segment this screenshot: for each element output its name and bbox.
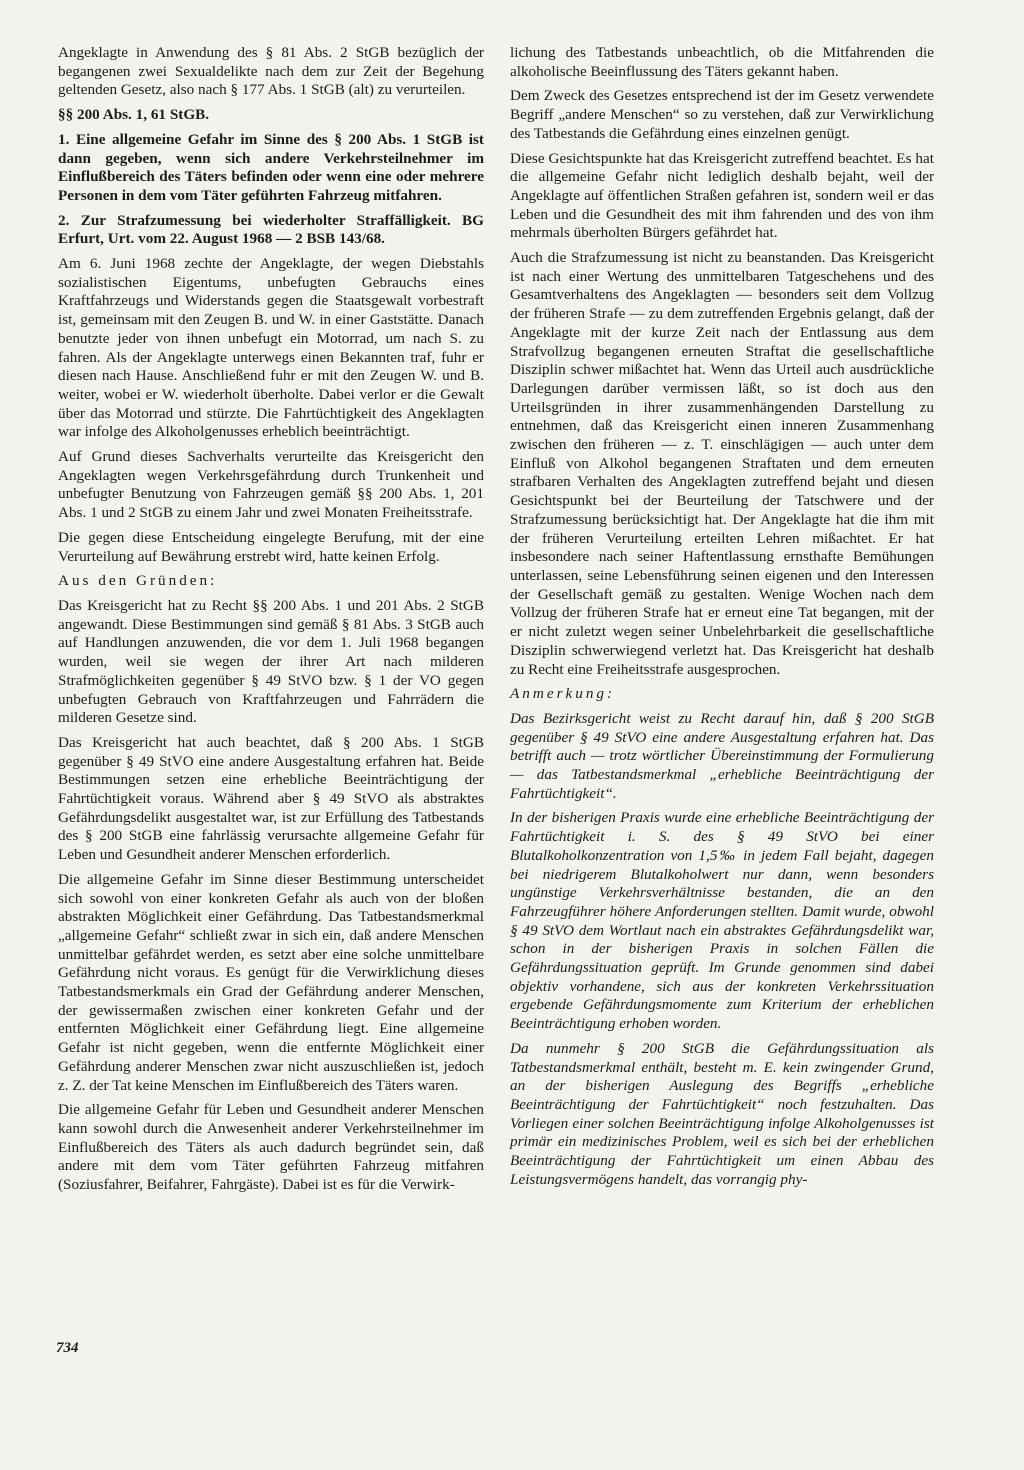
paragraph: Die gegen diese Entscheidung eingelegte Berufung, mit der eine Verurteilung auf Bewährung erstrebt wird, hatte keinen Erfolg.: [58, 528, 484, 565]
paragraph: Auf Grund dieses Sachverhalts verurteilte das Kreisgericht den Angeklagten wegen Verkehrsgefährdung durch Trunkenheit und unbefugter Benutzung von Fahrzeugen gemäß §§ 200 Abs. 1, 201 Abs. 1 und 2 StGB zu einem Jahr und zwei Monaten Freiheitsstrafe.: [58, 448, 484, 522]
paragraph: Das Kreisgericht hat zu Recht §§ 200 Abs. 1 und 201 Abs. 2 StGB angewandt. Diese Bestimmungen sind gemäß § 81 Abs. 3 StGB auch auf Handlungen anzuwenden, die vor dem 1. Juli 1968 begangen wurden, weil sie wegen der ihrer Art nach milderen Strafmöglichkeiten gegenüber § 49 StVO bzw. § 1 der VO gegen unbefugten Gebrauch von Kraftfahrzeugen und Fahrrädern die milderen Gesetze sind.: [58, 596, 484, 727]
left-column: [58, 44, 484, 1201]
reasons-heading: Aus den Gründen:: [58, 572, 218, 590]
page-number: 734: [56, 1340, 79, 1356]
section-heading: §§ 200 Abs. 1, 61 StGB.: [58, 106, 210, 124]
paragraph: Dem Zweck des Gesetzes entsprechend ist der im Gesetz verwendete Begriff „andere Menschen“ so zu verstehen, daß zur Verwirklichung des Tatbestands die Gefährdung eines einzelnen genügt.: [510, 87, 934, 142]
note-paragraph: Das Bezirksgericht weist zu Recht darauf hin, daß § 200 StGB gegenüber § 49 StVO eine andere Ausgestaltung erfahren hat. Das betrifft auch — trotz wörtlicher Übereinstimmung der Formulierung — das Tatbestandsmerkmal „erhebliche Beeinträchtigung der Fahrtüchtigkeit“.: [510, 709, 934, 802]
right-column: [510, 44, 934, 1195]
paragraph: lichung des Tatbestands unbeachtlich, ob die Mitfahrenden die alkoholische Beeinflussung des Täters gekannt haben.: [510, 44, 934, 80]
paragraph: Diese Gesichtspunkte hat das Kreisgericht zutreffend beachtet. Es hat die allgemeine Gefahr nicht lediglich deshalb bejaht, weil der Angeklagte auf öffentlichen Straßen gefahren ist, sondern weil er das Leben und die Gesundheit des mit ihm fahrenden und des von ihm mehrmals überholten Bürgers gefährdet hat.: [510, 149, 934, 242]
headnote-2: 2. Zur Strafzumessung bei wiederholter Straffälligkeit. BG Erfurt, Urt. vom 22. August 1968 — 2 BSB 143/68.: [58, 211, 484, 248]
paragraph: Das Kreisgericht hat auch beachtet, daß § 200 Abs. 1 StGB gegenüber § 49 StVO eine andere Ausgestaltung erfahren hat. Beide Bestimmungen setzen eine erhebliche Beeinträchtigung der Fahrtüchtigkeit voraus. Während aber § 49 StVO als abstraktes Gefährdungsdelikt ausgestaltet war, ist zur Erfüllung des Tatbestands des § 200 StGB eine fahrlässig verursachte allgemeine Gefahr für Leben und Gesundheit anderer Menschen erforderlich.: [58, 733, 484, 864]
paragraph: Die allgemeine Gefahr im Sinne dieser Bestimmung unterscheidet sich sowohl von einer konkreten Gefahr als auch von der bloßen abstrakten Möglichkeit einer Gefährdung. Das Tatbestandsmerkmal „allgemeine Gefahr“ schließt zwar in sich ein, daß andere Menschen unmittelbar gefährdet werden, es setzt aber eine solche unmittelbare Gefährdung nicht voraus. Es genügt für die Verwirklichung dieses Tatbestandsmerkmals ein Grad der Gefährdung anderer Menschen, der gewissermaßen zwischen einer konkreten Gefahr und der entfernten Möglichkeit einer Gefährdung liegt. Eine allgemeine Gefahr ist nicht gegeben, wenn die entfernte Möglichkeit einer Gefährdung anderer Menschen zwar nicht auszuschließen ist, jedoch z. Z. der Tat keine Menschen im Einflußbereich des Täters waren.: [58, 870, 484, 1094]
paragraph: Auch die Strafzumessung ist nicht zu beanstanden. Das Kreisgericht ist nach einer Wertung des unmittelbaren Tatgeschehens und des Gesamtverhaltens des Angeklagten — besonders seit dem Vollzug der früheren Strafe — zu dem zutreffenden Ergebnis gelangt, daß der Angeklagte mit der kurze Zeit nach der Entlassung aus dem Strafvollzug begangenen erneuten Straftat die gesellschaftliche Disziplin schwer mißachtet hat. Wenn das Urteil auch ausdrückliche Darlegungen darüber vermissen läßt, so ist doch aus den Urteilsgründen in ihrer zusammenhängenden Darstellung zu entnehmen, daß das Kreisgericht einen inneren Zusammenhang zwischen den früheren — z. T. einschlägigen — auch unter dem Einfluß von Alkohol begangenen Straftaten und dem erneuten strafbaren Verhalten des Angeklagten zutreffend bejaht und diesen Gesichtspunkt bei der Beurteilung der Tatschwere und der Strafzumessung berücksichtigt hat. Der Angeklagte hat die ihm mit der früheren Verurteilung erteilten Lehren mißachtet. Er hat insbesondere nach seiner Haftentlassung ernsthafte Bemühungen unterlassen, seine Lebensführung seinen eigenen und den Interessen der Gesellschaft gemäß zu gestalten. Wenige Wochen nach dem Vollzug der früheren Strafe hat er erneut eine Tat begangen, mit der er nicht zuletzt wegen seiner Unbelehrbarkeit die gesellschaftliche Disziplin schwerwiegend verletzt hat. Das Kreisgericht hat deshalb zu Recht eine Freiheitsstrafe ausgesprochen.: [510, 249, 934, 678]
note-paragraph: Da nunmehr § 200 StGB die Gefährdungssituation als Tatbestandsmerkmal enthält, besteht m. E. kein zwingender Grund, an der bisherigen Auslegung des Begriffs „erhebliche Beeinträchtigung der Fahrtüchtigkeit“ noch festzuhalten. Das Vorliegen einer solchen Beeinträchtigung infolge Alkoholgenusses ist primär ein medizinisches Problem, weil es sich bei der erheblichen Beeinträchtigung der Fahrtüchtigkeit um einen Abbau des Leistungsvermögens handelt, das vorrangig phy-: [510, 1039, 934, 1188]
note-paragraph: In der bisherigen Praxis wurde eine erhebliche Beeinträchtigung der Fahrtüchtigkeit i. S. des § 49 StVO bei einer Blutalkoholkonzentration von 1,5‰ in jedem Fall bejaht, dagegen bei niedrigerem Blutalkoholwert nur dann, wenn besonders ungünstige Verkehrsverhältnisse bestanden, die an den Fahrzeugführer höhere Anforderungen stellten. Damit wurde, obwohl § 49 StVO dem Wortlaut nach ein abstraktes Gefährdungsdelikt war, schon in der bisherigen Praxis in solchen Fällen die Gefährdungssituation geprüft. Im Grunde genommen sind dabei objektiv vorhandene, sich aus der konkreten Verkehrssituation ergebende Gefährdungsmomente zum Kriterium der erheblichen Beeinträchtigung erhoben worden.: [510, 809, 934, 1033]
paragraph: Am 6. Juni 1968 zechte der Angeklagte, der wegen Diebstahls sozialistischen Eigentums, unbefugten Gebrauchs eines Kraftfahrzeugs und Widerstands gegen die Staatsgewalt vorbestraft ist, gemeinsam mit den Zeugen B. und W. in einer Gaststätte. Danach benutzte jeder von ihnen unbefugt ein Motorrad, um nach S. zu fahren. Als der Angeklagte unterwegs einen Bekannten traf, fuhr er diesen nach Hause. Anschließend fuhr er mit den Zeugen W. und B. weiter, wobei er W. wiederholt überholte. Dabei verlor er die Gewalt über das Motorrad und stürzte. Die Fahrtüchtigkeit des Angeklagten war infolge des Alkoholgenusses erheblich beeinträchtigt.: [58, 255, 484, 441]
paragraph: Die allgemeine Gefahr für Leben und Gesundheit anderer Menschen kann sowohl durch die Anwesenheit anderer Verkehrsteilnehmer im Einflußbereich des Täters als auch dadurch begründet sein, daß andere mit dem vom Täter geführten Fahrzeug mitfahren (Soziusfahrer, Beifahrer, Fahrgäste). Dabei ist es für die Verwirk-: [58, 1101, 484, 1194]
note-heading: Anmerkung:: [510, 685, 616, 703]
paragraph: Angeklagte in Anwendung des § 81 Abs. 2 StGB bezüglich der begangenen zwei Sexualdelikte nach dem zur Zeit der Begehung geltenden Gesetz, also nach § 177 Abs. 1 StGB (alt) zu verurteilen.: [58, 44, 484, 99]
headnote-1: 1. Eine allgemeine Gefahr im Sinne des § 200 Abs. 1 StGB ist dann gegeben, wenn sich andere Verkehrsteilnehmer im Einflußbereich des Täters befinden oder wenn eine oder mehrere Personen in dem vom Täter geführten Fahrzeug mitfahren.: [58, 130, 484, 204]
